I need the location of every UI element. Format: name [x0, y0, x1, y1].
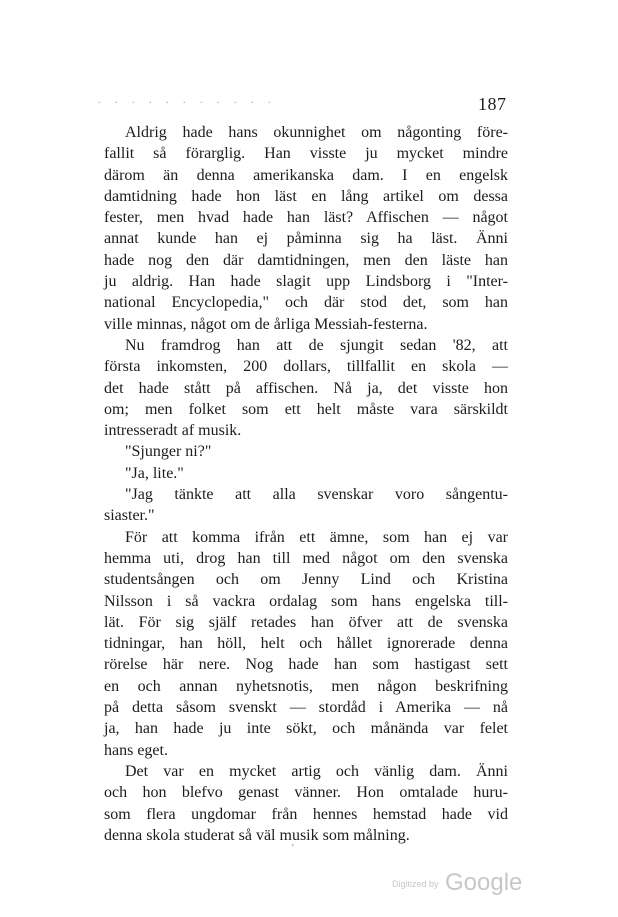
text-line: fester, men hvad hade han läst? Affischen — något: [104, 209, 508, 227]
text-line: rörelse här nere. Nog hade han som hastigast sett: [104, 656, 508, 674]
text-line: "Ja, lite.": [125, 464, 184, 482]
text-line: intresseradt af musik.: [104, 422, 242, 440]
page-number: 187: [478, 94, 507, 114]
text-line: hemma uti, drog han till med något om den svenska: [104, 549, 508, 567]
text-line: Nilsson i så vackra ordalag som hans engelska till-: [104, 592, 508, 610]
bottom-mark: ': [292, 843, 294, 854]
text-line: det hade stått på affischen. Nå ja, det visste hon: [104, 379, 508, 397]
text-line: därom än denna amerikanska dam. I en engelsk: [104, 166, 508, 184]
text-line: annat kunde han ej påminna sig ha läst. Änni: [104, 230, 508, 248]
text-line: på detta såsom svenskt — stordåd i Amerika — nå: [104, 699, 508, 717]
text-line: national Encyclopedia," och där stod det, som han: [104, 294, 508, 312]
text-line: och hon blefvo genast vänner. Hon omtalade huru-: [104, 784, 508, 802]
google-logo-text: Google: [444, 869, 523, 896]
text-line: som flera ungdomar från hennes hemstad hade vid: [104, 805, 508, 823]
text-line: siaster.": [104, 507, 155, 525]
text-line: "Sjunger ni?": [125, 443, 212, 461]
text-line: hans eget.: [104, 741, 168, 759]
watermark-prefix: Digitized by: [392, 879, 439, 889]
digitized-by-google-watermark: [392, 869, 522, 897]
text-line: För att komma ifrån ett ämne, som han ej var: [125, 528, 508, 546]
text-line: studentsången och om Jenny Lind och Kristina: [104, 571, 508, 589]
text-line: ju aldrig. Han hade slagit upp Lindsborg i "Inter-: [104, 273, 508, 291]
text-line: Aldrig hade hans okunnighet om någonting före-: [125, 124, 508, 141]
text-line: första inkomsten, 200 dollars, tillfallit en skola —: [104, 358, 508, 376]
text-line: fallit så förarglig. Han visste ju mycket mindre: [104, 145, 508, 163]
text-line: Det var en mycket artig och vänlig dam. Änni: [125, 762, 508, 780]
text-line: en och annan nyhetsnotis, men någon beskrifning: [104, 677, 508, 695]
text-line: om; men folket som ett helt måste vara särskildt: [104, 400, 508, 418]
body-text: [104, 122, 508, 846]
text-line: tidningar, han höll, helt och hållet ignorerade denna: [104, 635, 508, 653]
text-line: ja, han hade ju inte sökt, och månända var felet: [104, 720, 508, 738]
text-line: lät. För sig själf retades han öfver att de svenska: [104, 613, 508, 631]
text-line: ville minnas, något om de årliga Messiah-festerna.: [104, 315, 428, 333]
text-line: Nu framdrog han att de sjungit sedan '82, att: [125, 336, 508, 354]
text-line: damtidning hade hon läst en lång artikel om dessa: [104, 187, 508, 205]
text-line: hade nog den där damtidningen, men den läste han: [104, 251, 508, 269]
text-line: "Jag tänkte att alla svenskar voro sångentu-: [125, 486, 508, 504]
text-line: denna skola studerat så väl musik som målning.: [104, 826, 410, 844]
header-marks: . . . . . . . . . . .: [98, 95, 277, 106]
